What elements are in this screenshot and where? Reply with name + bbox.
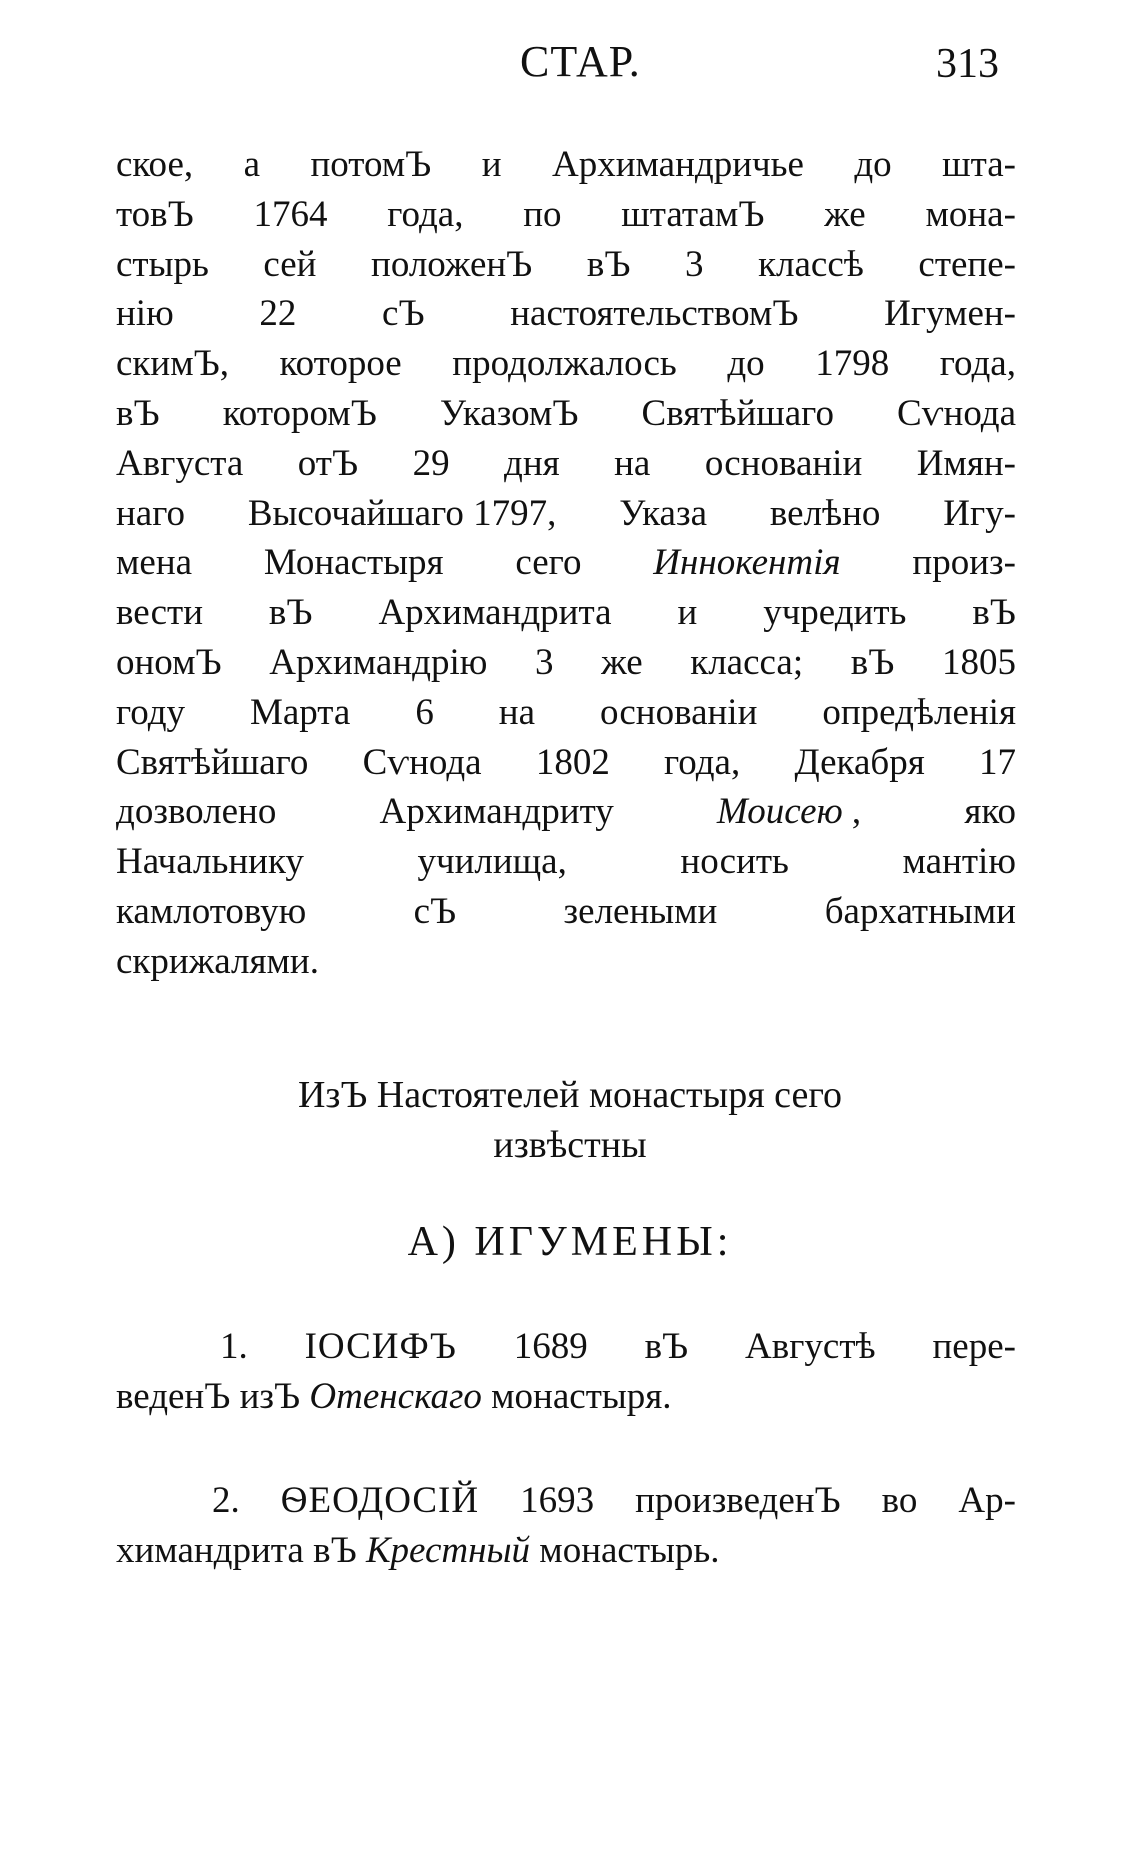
word: Архимандрита xyxy=(378,592,612,634)
entry-name: ІОСИФЪ xyxy=(304,1326,457,1367)
word: 17 xyxy=(978,741,1016,783)
word: основаніи xyxy=(704,442,863,484)
text-line xyxy=(116,140,1016,190)
word: отЪ xyxy=(297,442,359,484)
entry-item xyxy=(116,1322,1016,1422)
text-line xyxy=(116,339,1016,389)
word: года, xyxy=(664,741,741,783)
word: Августа xyxy=(116,442,244,484)
section-heading-continued: извѣстны xyxy=(493,1124,647,1166)
word: Марта xyxy=(249,691,351,733)
word: Игумен- xyxy=(884,293,1016,335)
punctuation: , xyxy=(851,791,862,833)
word: товЪ xyxy=(116,193,194,235)
text-line xyxy=(116,1372,1016,1422)
word: мона- xyxy=(925,193,1016,235)
text-line xyxy=(116,1322,1016,1372)
italic-name: Иннокентія xyxy=(653,542,841,584)
word: мена xyxy=(116,542,193,584)
word: Имян- xyxy=(916,442,1016,484)
word: УказомЪ xyxy=(439,392,579,434)
word: Высочайшаго 1797, xyxy=(247,492,557,534)
word: положенЪ xyxy=(371,243,533,285)
word: Декабря xyxy=(794,741,925,783)
word: 22 xyxy=(259,293,297,335)
italic-name: Крестный xyxy=(365,1529,531,1571)
word: дня xyxy=(504,442,560,484)
text-line xyxy=(116,538,1016,588)
word: скимЪ, xyxy=(116,343,229,385)
word: до xyxy=(854,144,892,185)
word: училища, xyxy=(417,841,567,883)
text-line xyxy=(116,588,1016,638)
word: веденЪ xyxy=(116,1375,231,1417)
word: Игу- xyxy=(943,492,1016,534)
word: произ- xyxy=(912,542,1016,584)
word: года, xyxy=(387,193,464,235)
word: учредить xyxy=(763,592,907,634)
word: на xyxy=(498,691,535,733)
word: же xyxy=(601,641,643,683)
word: стырь xyxy=(116,243,209,285)
word: пере- xyxy=(932,1326,1016,1367)
word: до xyxy=(727,343,765,385)
word: класса; xyxy=(690,641,804,683)
word: и xyxy=(677,592,698,634)
word: вЪ xyxy=(268,592,313,634)
entry-number: 2. xyxy=(212,1480,240,1521)
word: вЪ xyxy=(116,392,160,434)
word: вЪ xyxy=(313,1529,357,1571)
word: же xyxy=(824,193,866,235)
word: 1805 xyxy=(941,641,1016,683)
word: Ар- xyxy=(958,1480,1016,1521)
word: велѣно xyxy=(769,492,881,534)
text-line xyxy=(116,389,1016,439)
word: на xyxy=(614,442,651,484)
word: которомЪ xyxy=(222,392,377,434)
word: вести xyxy=(116,592,203,634)
word: 1798 xyxy=(815,343,890,385)
word: носить xyxy=(680,841,789,883)
running-head: СТАР. xyxy=(520,37,641,86)
word: потомЪ xyxy=(310,144,432,185)
word: монастыря. xyxy=(491,1375,672,1417)
text-line xyxy=(116,887,1016,937)
word: и xyxy=(481,144,502,185)
word: Сѵнода xyxy=(897,392,1016,434)
word: года, xyxy=(939,343,1016,385)
word: опредѣленія xyxy=(822,691,1016,733)
word: вЪ xyxy=(850,641,895,683)
word: степе- xyxy=(918,243,1016,285)
word: Начальнику xyxy=(116,841,304,883)
text-line xyxy=(116,837,1016,887)
word: Сѵнода xyxy=(362,741,482,783)
text-line xyxy=(116,787,1016,837)
word: бархатными xyxy=(824,890,1016,932)
entry-item xyxy=(116,1476,1016,1576)
page-number: 313 xyxy=(936,41,999,87)
entry-number: 1. xyxy=(220,1326,248,1367)
word: классѣ xyxy=(758,243,864,285)
word: 1764 xyxy=(253,193,328,235)
text-line xyxy=(116,1526,1016,1576)
word: продолжалось xyxy=(452,343,677,385)
word: наго xyxy=(116,492,185,534)
word: Архимандриту xyxy=(379,791,614,833)
word: 1693 xyxy=(520,1480,595,1521)
word: мантію xyxy=(902,841,1016,883)
word: Августѣ xyxy=(745,1326,876,1367)
text-line xyxy=(116,489,1016,539)
word: произведенЪ xyxy=(635,1480,841,1521)
word: году xyxy=(116,691,186,733)
word: вЪ xyxy=(586,243,631,285)
text-line xyxy=(116,937,1016,987)
word: монастырь. xyxy=(539,1529,720,1571)
word: настоятельствомЪ xyxy=(510,293,799,335)
word: Святѣйшаго xyxy=(641,392,834,434)
word: нію xyxy=(116,293,174,335)
word: Архимандрію xyxy=(269,641,488,683)
text-line xyxy=(116,638,1016,688)
text-line xyxy=(116,738,1016,788)
body-paragraph xyxy=(116,140,1016,987)
text-line xyxy=(116,289,1016,339)
section-title: А) ИГУМЕНЫ: xyxy=(407,1219,733,1265)
word: штатамЪ xyxy=(621,193,765,235)
word: ское, xyxy=(116,144,194,185)
word: 1802 xyxy=(535,741,610,783)
text-line xyxy=(116,1476,1016,1526)
word: сЪ xyxy=(382,293,425,335)
text-line xyxy=(116,439,1016,489)
italic-name: Моисею xyxy=(716,791,843,833)
word: во xyxy=(881,1480,918,1521)
text-line xyxy=(116,688,1016,738)
word: сЪ xyxy=(413,890,457,932)
word: шта- xyxy=(942,144,1016,185)
word: дозволено xyxy=(116,791,277,833)
word: 29 xyxy=(412,442,450,484)
word: камлотовую xyxy=(116,890,307,932)
word: ономЪ xyxy=(116,641,222,683)
word: основаніи xyxy=(599,691,758,733)
word: Святѣйшаго xyxy=(116,741,309,783)
word: 3 xyxy=(535,641,554,683)
word: изЪ xyxy=(239,1375,301,1417)
word: Монастыря xyxy=(263,542,444,584)
word: сего xyxy=(515,542,582,584)
text-line xyxy=(116,190,1016,240)
word: сей xyxy=(263,243,317,285)
word: 6 xyxy=(415,691,434,733)
word: 3 xyxy=(685,243,704,285)
entry-name: ѲЕОДОСІЙ xyxy=(280,1480,480,1521)
text-line xyxy=(116,240,1016,290)
section-heading: ИзЪ Настоятелей монастыря сего xyxy=(297,1074,843,1116)
word: скрижалями. xyxy=(116,940,319,982)
word: 1689 xyxy=(513,1326,588,1367)
italic-name: Отенскаго xyxy=(309,1375,482,1417)
word: вЪ xyxy=(644,1326,689,1367)
word: которое xyxy=(279,343,402,385)
word: яко xyxy=(964,791,1016,833)
word: химандрита xyxy=(116,1529,304,1571)
word: Архимандричье xyxy=(551,144,804,185)
word: зелеными xyxy=(563,890,718,932)
word: вЪ xyxy=(972,592,1016,634)
word: по xyxy=(523,193,562,235)
word: Указа xyxy=(619,492,708,534)
word: а xyxy=(243,144,261,185)
